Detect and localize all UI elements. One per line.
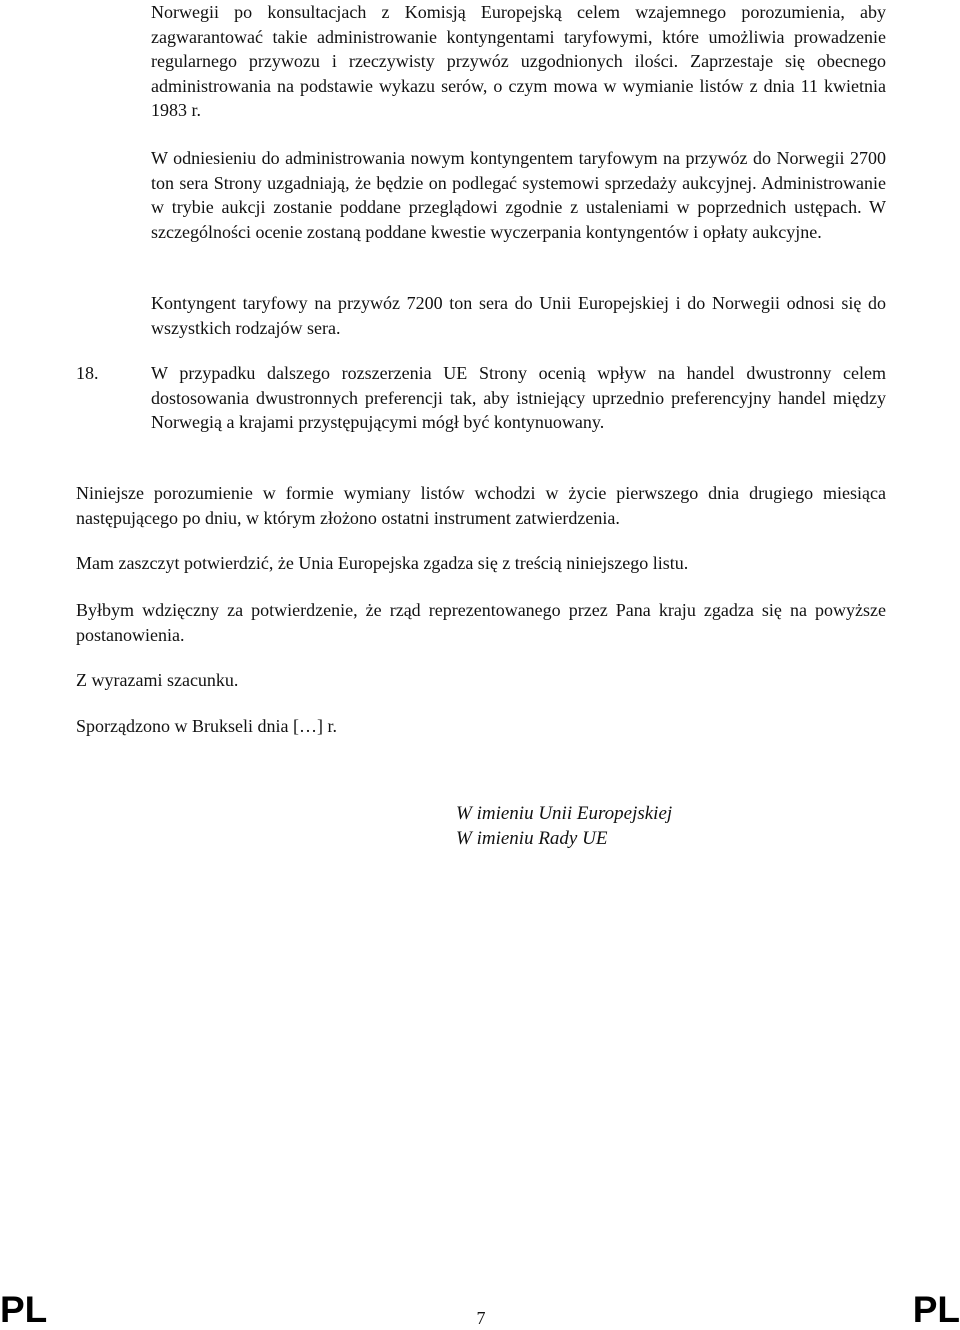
- paragraph-auction-system: W odniesieniu do administrowania nowym kontyngentem taryfowym na przywóz do Norwegii 2700 ton sera Strony uzgadniają, że będzie on podlegać systemowi sprzedaży aukcyjnej. Administrowanie w trybie aukcji zostanie poddane przeglądowi zgodnie z ustaleniami w poprzednich ustępach. W szczególności ocenie zostaną poddane kwestie wyczerpania kontyngentów i opłaty aukcyjne.: [151, 148, 886, 242]
- place-and-date: Sporządzono w Brukseli dnia […] r.: [76, 716, 337, 736]
- paragraph-entry-into-force: Niniejsze porozumienie w formie wymiany listów wchodzi w życie pierwszego dnia drugiego miesiąca następującego po dniu, w którym złożono ostatni instrument zatwierdzenia.: [76, 483, 886, 528]
- signature-line-eu: W imieniu Unii Europejskiej: [456, 803, 673, 824]
- paragraph-item-18: W przypadku dalszego rozszerzenia UE Strony ocenią wpływ na handel dwustronny celem dostosowania dwustronnych preferencji tak, aby istniejący uprzednio preferencyjny handel między Norwegią a krajami przystępującymi mógł być kontynuowany.: [151, 363, 886, 432]
- page-number: 7: [476, 1308, 486, 1328]
- closing-formula: Z wyrazami szacunku.: [76, 670, 239, 690]
- paragraph-tariff-quota: Kontyngent taryfowy na przywóz 7200 ton sera do Unii Europejskiej i do Norwegii odnosi się do wszystkich rodzajów sera.: [151, 293, 886, 338]
- item-number-18: 18.: [76, 363, 99, 383]
- signature-line-council: W imieniu Rady UE: [456, 828, 608, 849]
- footer-language-left: PL: [0, 1289, 48, 1330]
- paragraph-norway-consultations: Norwegii po konsultacjach z Komisją Europejską celem wzajemnego porozumienia, aby zagwarantować takie administrowanie kontyngentami taryfowymi, które umożliwia prowadzenie regularnego przywozu i rzeczywisty przywóz uzgodnionych ilości. Zaprzestaje się obecnego administrowania na podstawie wykazu serów, o czym mowa w wymianie listów z dnia 11 kwietnia 1983 r.: [151, 2, 886, 120]
- paragraph-request-confirmation: Byłbym wdzięczny za potwierdzenie, że rząd reprezentowanego przez Pana kraju zgadza się na powyższe postanowienia.: [76, 600, 886, 645]
- footer-language-right: PL: [912, 1289, 960, 1330]
- paragraph-confirmation: Mam zaszczyt potwierdzić, że Unia Europejska zgadza się z treścią niniejszego listu.: [76, 553, 689, 573]
